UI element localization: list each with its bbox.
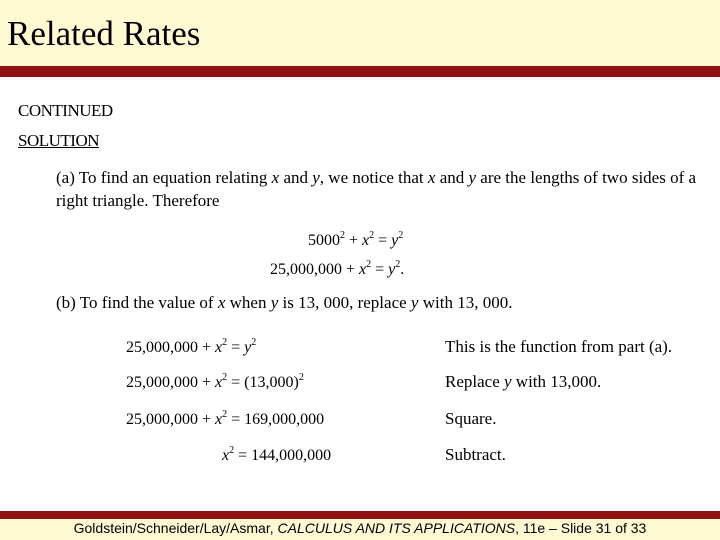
step-3-equation: $25,000,000 + x^2 = 169,000,000$ bbox=[126, 409, 325, 428]
eq-a1-number: 5000 bbox=[308, 232, 340, 249]
continued-heading: CONTINUED bbox=[18, 101, 113, 120]
step-4-note: Subtract. bbox=[445, 445, 506, 464]
step-1-equation: $25,000,000 + x^2 = y^2$ bbox=[126, 337, 257, 356]
footer-book: CALCULUS AND ITS APPLICATIONS bbox=[277, 520, 516, 536]
step-2-note: Replace y with 13,000. bbox=[445, 372, 602, 391]
footer-slide-info: , 11e – Slide 31 of 33 bbox=[515, 520, 647, 536]
slide-footer bbox=[0, 520, 720, 536]
step-1-note: This is the function from part (a). bbox=[445, 337, 673, 356]
equation-a1: $5000^2 + x^2 = y^2$ bbox=[308, 230, 404, 249]
title-divider bbox=[0, 66, 720, 77]
footer-divider bbox=[0, 511, 720, 519]
equation-a2: $25,000,000 + x^2 = y^2$. bbox=[270, 259, 405, 278]
footer-authors: Goldstein/Schneider/Lay/Asmar, bbox=[73, 520, 278, 536]
step-3-note: Square. bbox=[445, 409, 497, 428]
solution-heading: SOLUTION bbox=[18, 131, 99, 150]
part-b-text: (b) To find the value of x when y is 13, 000, replace y with 13, 000. bbox=[56, 293, 513, 312]
step-2-equation: $25,000,000 + x^2 = (13,000)^2$ bbox=[126, 372, 304, 391]
slide-title: Related Rates bbox=[7, 14, 201, 53]
part-a-text: (a) To find an equation relating x and y, we notice that x and y are the lengths of two sides of a right triangle. Therefore bbox=[56, 168, 697, 210]
step-4-equation: $x^2 = 144,000,000$ bbox=[222, 445, 332, 464]
eq-a2-number: 25,000,000 bbox=[270, 261, 342, 278]
